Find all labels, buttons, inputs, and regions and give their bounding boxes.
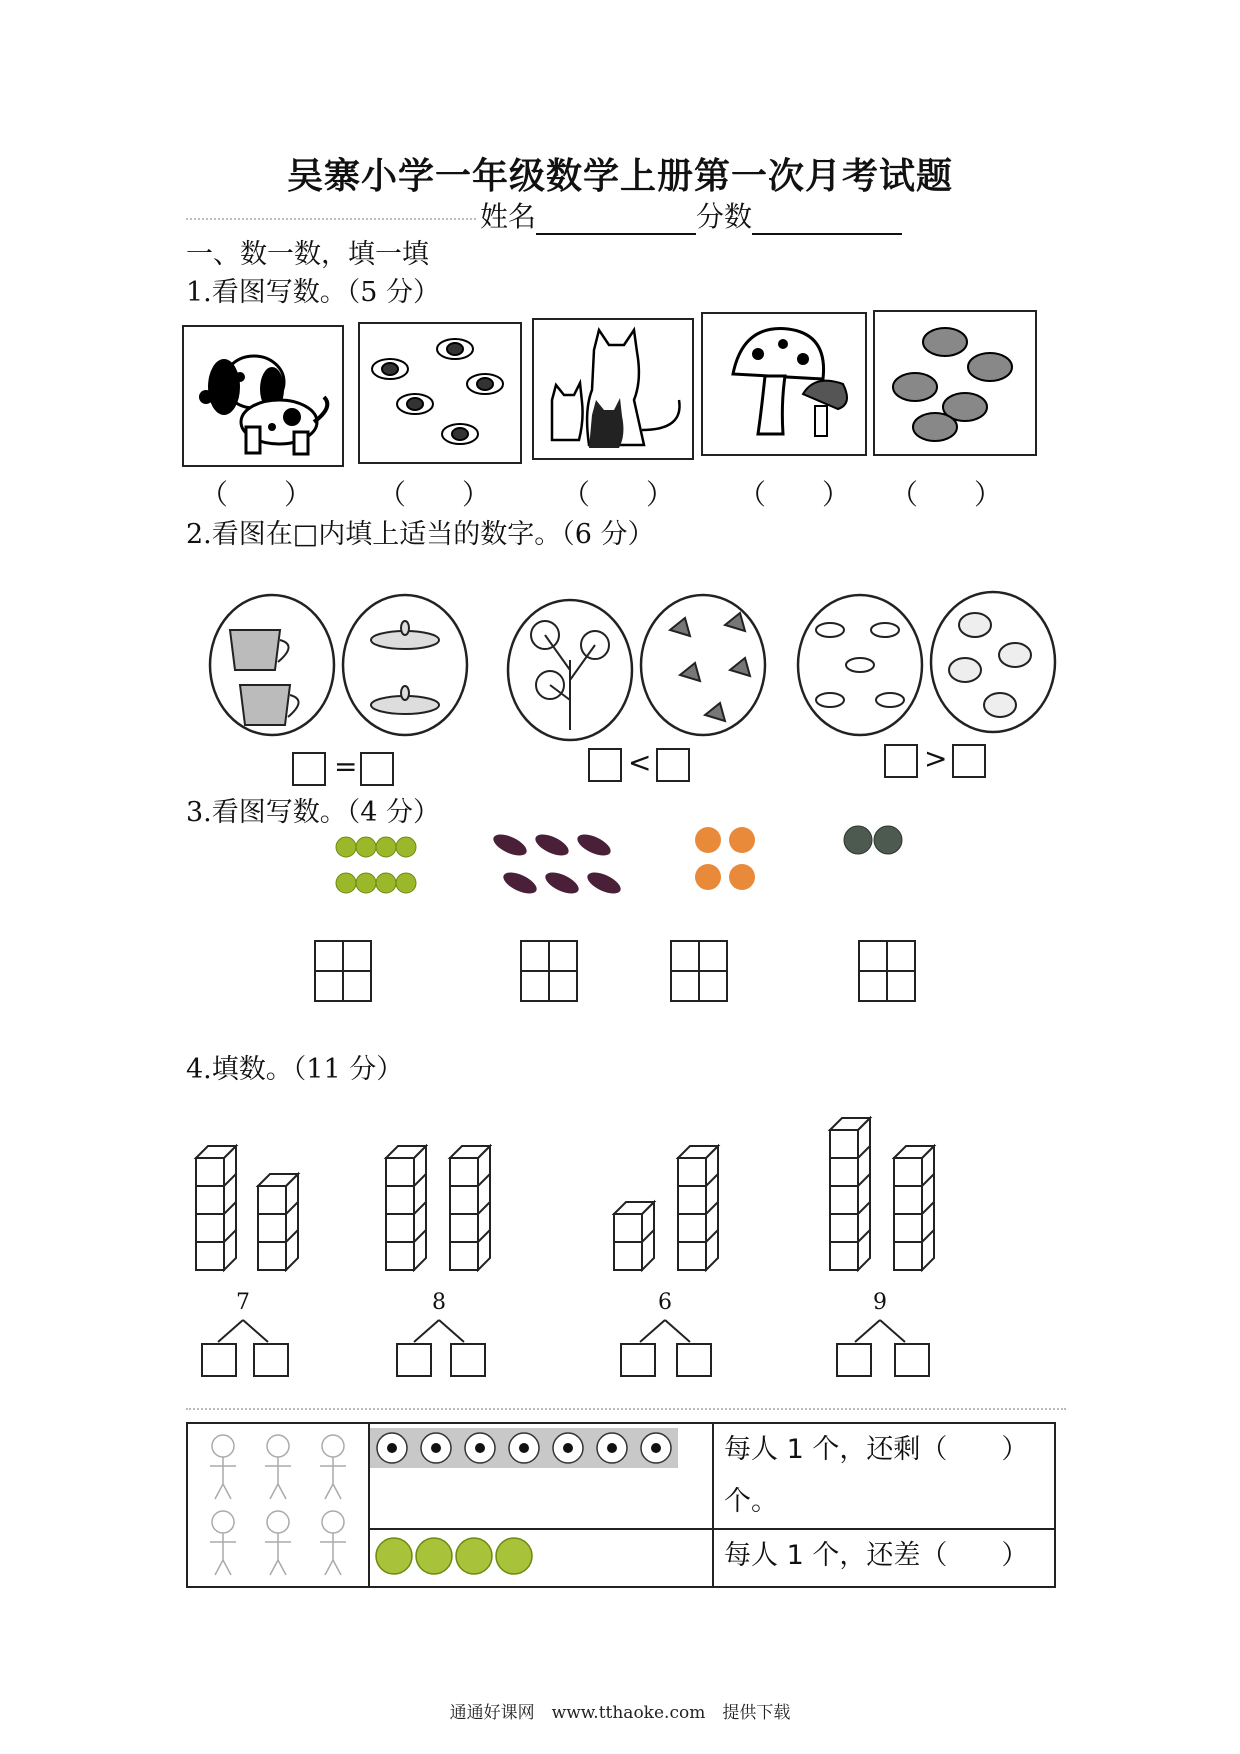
q1-answer-3[interactable]: （ ） bbox=[562, 478, 675, 511]
q1-answer-4[interactable]: （ ） bbox=[738, 478, 851, 511]
q2-ovals bbox=[200, 590, 1080, 750]
name-label: 姓名 bbox=[480, 200, 537, 233]
shortage-question: 每人 1 个，还差（ ） bbox=[713, 1529, 1055, 1587]
page-title: 吴寨小学一年级数学上册第一次月考试题 bbox=[286, 155, 953, 197]
dotted-separator bbox=[186, 1408, 1066, 1410]
soccer-ball-icon bbox=[634, 1428, 678, 1468]
q4-box-2b[interactable] bbox=[450, 1343, 486, 1377]
q3-answer-grid-4[interactable] bbox=[858, 940, 916, 1002]
q2-box-3b[interactable] bbox=[952, 744, 986, 778]
cube-tower-4b bbox=[894, 1146, 934, 1270]
apples-cell bbox=[369, 1529, 713, 1587]
footer-credit: 通通好课网 www.tthaoke.com 提供下载 bbox=[449, 1703, 791, 1723]
soccer-balls-cell bbox=[369, 1423, 713, 1529]
q2-box-1a[interactable] bbox=[292, 752, 326, 786]
q3-items bbox=[330, 825, 950, 905]
soccer-ball-icon bbox=[590, 1428, 634, 1468]
q4-label: 4.填数。（11 分） bbox=[186, 1054, 404, 1085]
q2-op-1: = bbox=[334, 750, 358, 783]
q4-total-2: 8 bbox=[432, 1290, 446, 1315]
q2-op-3: > bbox=[924, 742, 948, 775]
cube-tower-1a bbox=[196, 1146, 236, 1270]
remaining-question: 每人 1 个，还剩（ ）个。 bbox=[713, 1423, 1055, 1529]
apple-icon bbox=[496, 1538, 532, 1574]
children-cell bbox=[187, 1423, 369, 1587]
cube-tower-2a bbox=[386, 1146, 426, 1270]
q1-answer-2[interactable]: （ ） bbox=[378, 478, 491, 511]
q4-total-1: 7 bbox=[236, 1290, 250, 1315]
q4-box-2a[interactable] bbox=[396, 1343, 432, 1377]
q2-op-2: < bbox=[628, 746, 652, 779]
q3-label: 3.看图写数。（4 分） bbox=[186, 797, 441, 828]
apples bbox=[370, 1530, 710, 1582]
score-blank[interactable] bbox=[752, 205, 902, 235]
name-blank[interactable] bbox=[536, 205, 696, 235]
name-score-row bbox=[480, 195, 902, 235]
section1-heading: 一、数一数，填一填 bbox=[186, 239, 429, 270]
dotted-line bbox=[186, 218, 476, 220]
soccer-ball-icon bbox=[370, 1428, 414, 1468]
mushrooms-picture bbox=[701, 312, 867, 456]
cube-tower-1b bbox=[258, 1174, 298, 1270]
q4-box-4a[interactable] bbox=[836, 1343, 872, 1377]
q3-answer-grid-2[interactable] bbox=[520, 940, 578, 1002]
q2-label: 2.看图在□内填上适当的数字。（6 分） bbox=[186, 519, 655, 550]
q1-answer-5[interactable]: （ ） bbox=[890, 478, 1003, 511]
q4-box-1a[interactable] bbox=[201, 1343, 237, 1377]
apple-icon bbox=[416, 1538, 452, 1574]
children-illustration bbox=[188, 1424, 368, 1582]
apple-icon bbox=[456, 1538, 492, 1574]
soccer-ball-icon bbox=[414, 1428, 458, 1468]
cats-picture bbox=[532, 318, 694, 460]
q5-table bbox=[186, 1422, 1056, 1588]
soccer-ball-icon bbox=[546, 1428, 590, 1468]
q2-box-2b[interactable] bbox=[656, 748, 690, 782]
q1-label: 1.看图写数。（5 分） bbox=[186, 277, 441, 308]
fish-picture bbox=[873, 310, 1037, 456]
q2-box-2a[interactable] bbox=[588, 748, 622, 782]
soccer-ball-icon bbox=[502, 1428, 546, 1468]
score-label: 分数 bbox=[696, 200, 753, 233]
dog-picture bbox=[182, 325, 344, 467]
q2-box-1b[interactable] bbox=[360, 752, 394, 786]
soccer-balls bbox=[370, 1424, 710, 1474]
q4-box-4b[interactable] bbox=[894, 1343, 930, 1377]
q4-cube-towers bbox=[190, 1100, 990, 1290]
q1-answer-1[interactable]: （ ） bbox=[200, 478, 313, 511]
q2-box-3a[interactable] bbox=[884, 744, 918, 778]
cube-tower-2b bbox=[450, 1146, 490, 1270]
cube-tower-4a bbox=[830, 1118, 870, 1270]
apple-icon bbox=[376, 1538, 412, 1574]
q3-answer-grid-1[interactable] bbox=[314, 940, 372, 1002]
q3-answer-grid-3[interactable] bbox=[670, 940, 728, 1002]
bees-picture bbox=[358, 322, 522, 464]
q4-box-3b[interactable] bbox=[676, 1343, 712, 1377]
cube-tower-3b bbox=[678, 1146, 718, 1270]
q4-box-1b[interactable] bbox=[253, 1343, 289, 1377]
soccer-ball-icon bbox=[458, 1428, 502, 1468]
q4-total-4: 9 bbox=[873, 1290, 887, 1315]
q4-total-3: 6 bbox=[658, 1290, 672, 1315]
q4-box-3a[interactable] bbox=[620, 1343, 656, 1377]
cube-tower-3a bbox=[614, 1202, 654, 1270]
